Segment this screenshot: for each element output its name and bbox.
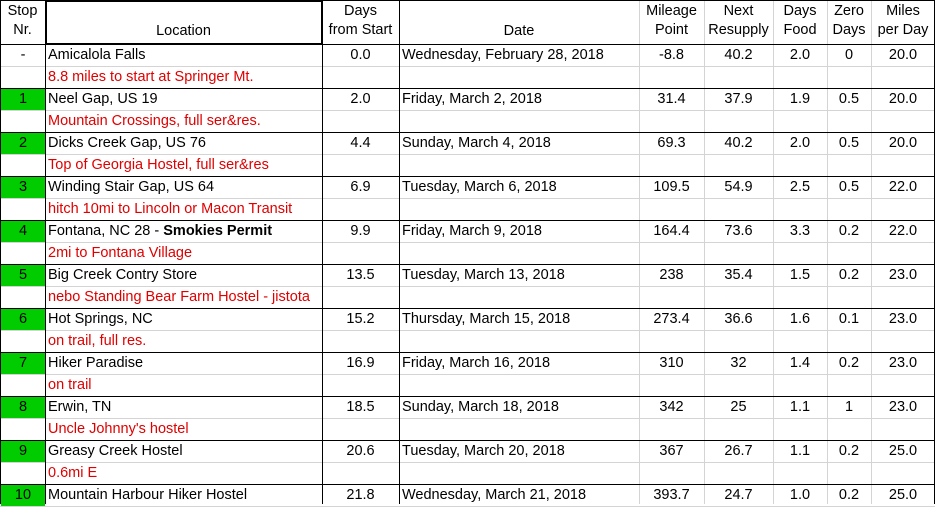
zero-days-cell[interactable]: 0: [844, 47, 854, 63]
zero-days-cell[interactable]: 0.2: [838, 355, 860, 371]
header-next-resupply-line: Resupply: [708, 22, 769, 38]
header-stop[interactable]: [0, 2, 45, 44]
next-resupply-cell[interactable]: 54.9: [724, 179, 753, 195]
days-food-cell[interactable]: 1.9: [789, 91, 811, 107]
next-resupply-cell[interactable]: 32: [730, 355, 747, 371]
location-text: Winding Stair Gap, US 64: [48, 179, 215, 195]
gridline: [639, 0, 640, 504]
gridline: [704, 0, 705, 504]
days-from-start-cell[interactable]: 15.2: [346, 311, 375, 327]
next-resupply-cell[interactable]: 36.6: [724, 311, 753, 327]
header-miles-per-day-line: per Day: [877, 22, 929, 38]
header-days-food-line: Days: [783, 3, 817, 19]
days-food-cell[interactable]: 1.4: [789, 355, 811, 371]
gridline: [0, 110, 935, 111]
header-days-from-start[interactable]: [322, 2, 399, 44]
date-cell[interactable]: Wednesday, February 28, 2018: [402, 47, 604, 63]
gridline: [0, 286, 935, 287]
days-from-start-cell[interactable]: 13.5: [346, 267, 375, 283]
next-resupply-cell[interactable]: 40.2: [724, 135, 753, 151]
header-next-resupply-line: Next: [723, 3, 754, 19]
location-text: Amicalola Falls: [48, 47, 146, 63]
zero-days-cell[interactable]: 0.2: [838, 267, 860, 283]
border-line: [0, 132, 935, 133]
stop-number-cell[interactable]: 4: [1, 221, 45, 242]
gridline: [0, 462, 935, 463]
stop-number-cell[interactable]: 6: [1, 309, 45, 330]
border-line: [0, 264, 935, 265]
border-line: [0, 396, 935, 397]
days-from-start-cell[interactable]: 20.6: [346, 443, 375, 459]
border-line: [0, 484, 935, 485]
location-cell[interactable]: [45, 134, 322, 156]
next-resupply-cell[interactable]: 40.2: [724, 47, 753, 63]
mileage-point-cell[interactable]: 393.7: [653, 487, 690, 503]
note-cell[interactable]: 2mi to Fontana Village: [48, 245, 193, 261]
location-bold-text: Smokies Permit: [163, 223, 273, 239]
days-food-cell[interactable]: 1.1: [789, 443, 811, 459]
stop-number-cell[interactable]: 2: [1, 133, 45, 154]
note-cell[interactable]: Uncle Johnny's hostel: [48, 421, 189, 437]
miles-per-day-cell[interactable]: 20.0: [888, 91, 918, 107]
date-cell[interactable]: Wednesday, March 21, 2018: [402, 487, 587, 503]
location-cell[interactable]: [45, 398, 322, 420]
mileage-point-cell[interactable]: 69.3: [657, 135, 686, 151]
note-cell[interactable]: Top of Georgia Hostel, full ser&res: [48, 157, 269, 173]
mileage-point-cell[interactable]: 31.4: [657, 91, 686, 107]
date-cell[interactable]: Friday, March 16, 2018: [402, 355, 551, 371]
note-cell[interactable]: 0.6mi E: [48, 465, 98, 481]
note-cell[interactable]: hitch 10mi to Lincoln or Macon Transit: [48, 201, 293, 217]
note-cell[interactable]: on trail: [48, 377, 92, 393]
border-line: [0, 308, 935, 309]
location-text: Fontana, NC 28 -: [48, 223, 164, 239]
zero-days-cell[interactable]: 0.2: [838, 443, 860, 459]
days-from-start-cell[interactable]: 9.9: [350, 223, 371, 239]
days-food-cell[interactable]: 2.0: [789, 135, 811, 151]
date-cell[interactable]: Friday, March 2, 2018: [402, 91, 542, 107]
header-stop-line: Stop: [7, 3, 38, 19]
location-cell[interactable]: [45, 222, 322, 244]
stop-number-cell[interactable]: 3: [1, 177, 45, 198]
border-line: [399, 0, 400, 504]
selected-cell-outline: [45, 0, 323, 45]
zero-days-cell[interactable]: 0.1: [838, 311, 860, 327]
header-mileage-point-line: Point: [654, 22, 689, 38]
mileage-point-cell[interactable]: 367: [659, 443, 684, 459]
days-food-cell[interactable]: 1.0: [789, 487, 811, 503]
gridline: [0, 374, 935, 375]
next-resupply-cell[interactable]: 73.6: [724, 223, 753, 239]
miles-per-day-cell[interactable]: 25.0: [888, 443, 918, 459]
location-text: Greasy Creek Hostel: [48, 443, 183, 459]
note-cell[interactable]: Mountain Crossings, full ser&res.: [48, 113, 261, 129]
location-cell[interactable]: [45, 90, 322, 112]
location-cell[interactable]: [45, 178, 322, 200]
location-cell[interactable]: [45, 354, 322, 376]
gridline: [0, 242, 935, 243]
stop-number-cell[interactable]: 1: [1, 89, 45, 110]
date-cell[interactable]: Sunday, March 4, 2018: [402, 135, 551, 151]
date-cell[interactable]: Tuesday, March 13, 2018: [402, 267, 565, 283]
zero-days-cell[interactable]: 0.2: [838, 487, 860, 503]
zero-days-cell[interactable]: 0.5: [838, 135, 860, 151]
miles-per-day-cell[interactable]: 23.0: [888, 267, 918, 283]
days-food-cell[interactable]: 2.5: [789, 179, 811, 195]
mileage-point-cell[interactable]: -8.8: [659, 47, 684, 63]
miles-per-day-cell[interactable]: 20.0: [888, 47, 918, 63]
location-text: Hot Springs, NC: [48, 311, 153, 327]
gridline: [0, 330, 935, 331]
border-line: [45, 0, 46, 504]
zero-days-cell[interactable]: 1: [844, 399, 854, 415]
miles-per-day-cell[interactable]: 23.0: [888, 355, 918, 371]
miles-per-day-cell[interactable]: 23.0: [888, 311, 918, 327]
miles-per-day-cell[interactable]: 25.0: [888, 487, 918, 503]
zero-days-cell[interactable]: 0.5: [838, 179, 860, 195]
location-text: Big Creek Contry Store: [48, 267, 198, 283]
miles-per-day-cell[interactable]: 22.0: [888, 179, 918, 195]
days-from-start-cell[interactable]: 0.0: [350, 47, 371, 63]
days-food-cell[interactable]: 1.5: [789, 267, 811, 283]
miles-per-day-cell[interactable]: 22.0: [888, 223, 918, 239]
next-resupply-cell[interactable]: 25: [730, 399, 747, 415]
stop-number-cell[interactable]: 7: [1, 353, 45, 374]
date-cell[interactable]: Friday, March 9, 2018: [402, 223, 542, 239]
mileage-point-cell[interactable]: 109.5: [653, 179, 690, 195]
zero-days-cell[interactable]: 0.2: [838, 223, 860, 239]
border-line: [0, 440, 935, 441]
border-line: [0, 220, 935, 221]
header-days-from-start-line: from Start: [328, 22, 393, 38]
gridline: [773, 0, 774, 504]
days-from-start-cell[interactable]: 18.5: [346, 399, 375, 415]
mileage-point-cell[interactable]: 238: [659, 267, 684, 283]
gridline: [0, 154, 935, 155]
header-zero-days-line: Days: [832, 22, 866, 38]
note-cell[interactable]: 8.8 miles to start at Springer Mt.: [48, 69, 254, 85]
gridline: [0, 66, 935, 67]
miles-per-day-cell[interactable]: 23.0: [888, 399, 918, 415]
mileage-point-cell[interactable]: 310: [659, 355, 684, 371]
date-cell[interactable]: Thursday, March 15, 2018: [402, 311, 571, 327]
header-mileage-point[interactable]: [639, 2, 704, 44]
header-zero-days-line: Zero: [834, 3, 864, 19]
gridline: [0, 418, 935, 419]
header-date-label: Date: [503, 23, 535, 39]
gridline: [0, 198, 935, 199]
stop-number-cell[interactable]: 5: [1, 265, 45, 286]
date-cell[interactable]: Tuesday, March 20, 2018: [402, 443, 565, 459]
location-text: Neel Gap, US 19: [48, 91, 158, 107]
header-mileage-point-line: Mileage: [646, 3, 697, 19]
location-text: Erwin, TN: [48, 399, 112, 415]
stop-number-cell[interactable]: 9: [1, 441, 45, 462]
next-resupply-cell[interactable]: 37.9: [724, 91, 753, 107]
miles-per-day-cell[interactable]: 20.0: [888, 135, 918, 151]
mileage-point-cell[interactable]: 342: [659, 399, 684, 415]
header-days-from-start-line: Days: [343, 3, 378, 19]
location-cell[interactable]: [45, 46, 322, 68]
days-food-cell[interactable]: 3.3: [789, 223, 811, 239]
location-cell[interactable]: [45, 442, 322, 464]
border-line: [0, 176, 935, 177]
days-food-cell[interactable]: 1.6: [789, 311, 811, 327]
gridline: [0, 506, 935, 507]
header-miles-per-day-line: Miles: [886, 3, 920, 19]
mileage-point-cell[interactable]: 273.4: [653, 311, 690, 327]
location-text: Mountain Harbour Hiker Hostel: [48, 487, 248, 503]
mileage-point-cell[interactable]: 164.4: [653, 223, 690, 239]
days-from-start-cell[interactable]: 21.8: [346, 487, 375, 503]
note-cell[interactable]: on trail, full res.: [48, 333, 147, 349]
days-from-start-cell[interactable]: 6.9: [350, 179, 371, 195]
location-cell[interactable]: [45, 486, 322, 508]
header-date[interactable]: [399, 2, 639, 44]
date-cell[interactable]: Tuesday, March 6, 2018: [402, 179, 557, 195]
days-from-start-cell[interactable]: 4.4: [350, 135, 371, 151]
next-resupply-cell[interactable]: 26.7: [724, 443, 753, 459]
border-line: [0, 352, 935, 353]
days-food-cell[interactable]: 2.0: [789, 47, 811, 63]
gridline: [827, 0, 828, 504]
header-days-food[interactable]: [773, 2, 827, 44]
date-cell[interactable]: Sunday, March 18, 2018: [402, 399, 559, 415]
border-line: [322, 0, 323, 504]
zero-days-cell[interactable]: 0.5: [838, 91, 860, 107]
note-cell[interactable]: nebo Standing Bear Farm Hostel - jistota: [48, 289, 310, 305]
days-from-start-cell[interactable]: 16.9: [346, 355, 375, 371]
stop-number-cell[interactable]: 8: [1, 397, 45, 418]
days-food-cell[interactable]: 1.1: [789, 399, 811, 415]
header-location-label: Location: [156, 23, 211, 39]
gridline: [871, 0, 872, 504]
next-resupply-cell[interactable]: 24.7: [724, 487, 753, 503]
next-resupply-cell[interactable]: 35.4: [724, 267, 753, 283]
location-cell[interactable]: [45, 310, 322, 332]
header-days-food-line: Food: [783, 22, 817, 38]
header-miles-per-day[interactable]: [871, 2, 935, 44]
location-text: Hiker Paradise: [48, 355, 144, 371]
stop-number-cell[interactable]: -: [20, 47, 26, 63]
days-from-start-cell[interactable]: 2.0: [350, 91, 371, 107]
location-cell[interactable]: [45, 266, 322, 288]
border-line: [0, 88, 935, 89]
header-next-resupply[interactable]: [704, 2, 773, 44]
border-line: [0, 0, 1, 504]
header-zero-days[interactable]: [827, 2, 871, 44]
stop-number-cell[interactable]: 10: [1, 485, 45, 506]
header-stop-line: Nr.: [13, 22, 32, 38]
location-text: Dicks Creek Gap, US 76: [48, 135, 206, 151]
